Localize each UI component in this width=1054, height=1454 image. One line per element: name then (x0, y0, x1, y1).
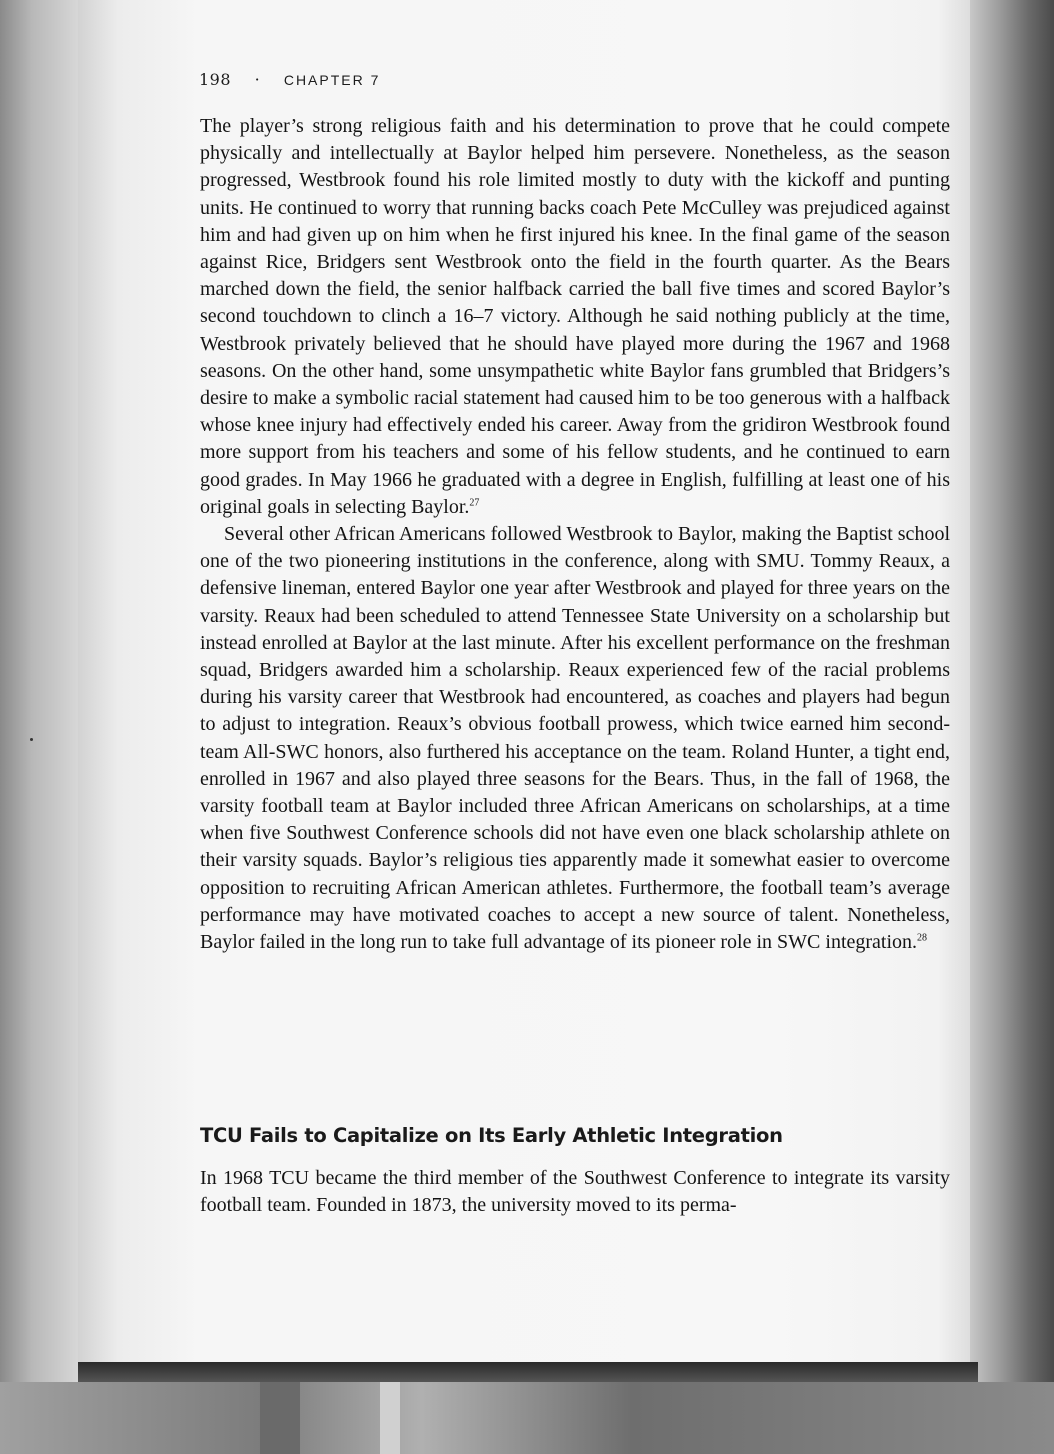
scanner-surface-highlight (380, 1382, 400, 1454)
paragraph-2 (200, 521, 950, 956)
running-head (199, 70, 380, 89)
page-bottom-shadow (78, 1362, 978, 1382)
footnote-ref-28: 28 (917, 932, 928, 944)
running-head-separator: · (254, 70, 261, 89)
paragraph-1 (200, 113, 950, 521)
paragraph-1-text: The player’s strong religious faith and his determination to prove that he could compete physically and intellectually at Baylor helped him persevere. Nonetheless, as the season progressed, Westbrook found his role limited mostly to duty with the kickoff and punting units. He continued to worry that running backs coach Pete McCulley was prejudiced against him and had given up on him when he first injured his knee. In the final game of the season against Rice, Bridgers sent Westbrook onto the field in the fourth quarter. As the Bears marched down the field, the senior halfback carried the ball five times and scored Baylor’s second touchdown to clinch a 16–7 victory. Although he said nothing publicly at the time, Westbrook privately believed that he should have played more during the 1967 and 1968 seasons. On the other hand, some unsympathetic white Baylor fans grumbled that Bridgers’s desire to make a symbolic racial statement had caused him to be too generous with a halfback whose knee injury had effectively ended his career. Away from the gridiron Westbrook found more support from his teachers and some of his fellow students, and he continued to earn good grades. In May 1966 he graduated with a degree in English, fulfilling at least one of his original goals in selecting Baylor. (200, 115, 950, 518)
scan-speck (30, 738, 33, 741)
scanner-surface-bottom (0, 1382, 1054, 1454)
book-gutter-edge (970, 0, 1054, 1454)
scanner-background-left (0, 0, 80, 1454)
scanner-surface-shade (260, 1382, 300, 1454)
chapter-label: CHAPTER 7 (283, 72, 381, 88)
paragraph-2-text: Several other African Americans followed Westbrook to Baylor, making the Baptist school one of the two pioneering institutions in the conference, along with SMU. Tommy Reaux, a defensive lineman, entered Baylor one year after Westbrook and played for three years on the varsity. Reaux had been scheduled to attend Tennessee State University on a scholarship but instead enrolled at Baylor at the last minute. After his excellent performance on the freshman squad, Bridgers awarded him a scholarship. Reaux experienced few of the racial problems during his varsity career that Westbrook had encountered, as coaches and players had begun to adjust to integration. Reaux’s obvious football prowess, which twice earned him second-team All-SWC honors, also furthered his acceptance on the team. Roland Hunter, a tight end, enrolled in 1967 and also played three seasons for the Bears. Thus, in the fall of 1968, the varsity football team at Baylor included three African Americans on scholarships, at a time when five Southwest Conference schools did not have even one black scholarship athlete on their varsity squads. Baylor’s religious ties apparently made it somewhat easier to overcome opposition to recruiting African American athletes. Furthermore, the football team’s average performance may have motivated coaches to accept a new source of talent. Nonetheless, Baylor failed in the long run to take full advantage of its pioneer role in SWC integration. (200, 523, 950, 954)
page-number: 198 (199, 70, 232, 89)
section-paragraph: In 1968 TCU became the third member of the Southwest Conference to integrate its varsity football team. Founded in 1873, the university moved to its perma- (200, 1167, 950, 1217)
section-text-block (200, 1165, 950, 1219)
footnote-ref-27: 27 (469, 497, 480, 509)
section-heading: TCU Fails to Capitalize on Its Early Athletic Integration (200, 1124, 783, 1147)
main-text-block (200, 113, 950, 956)
